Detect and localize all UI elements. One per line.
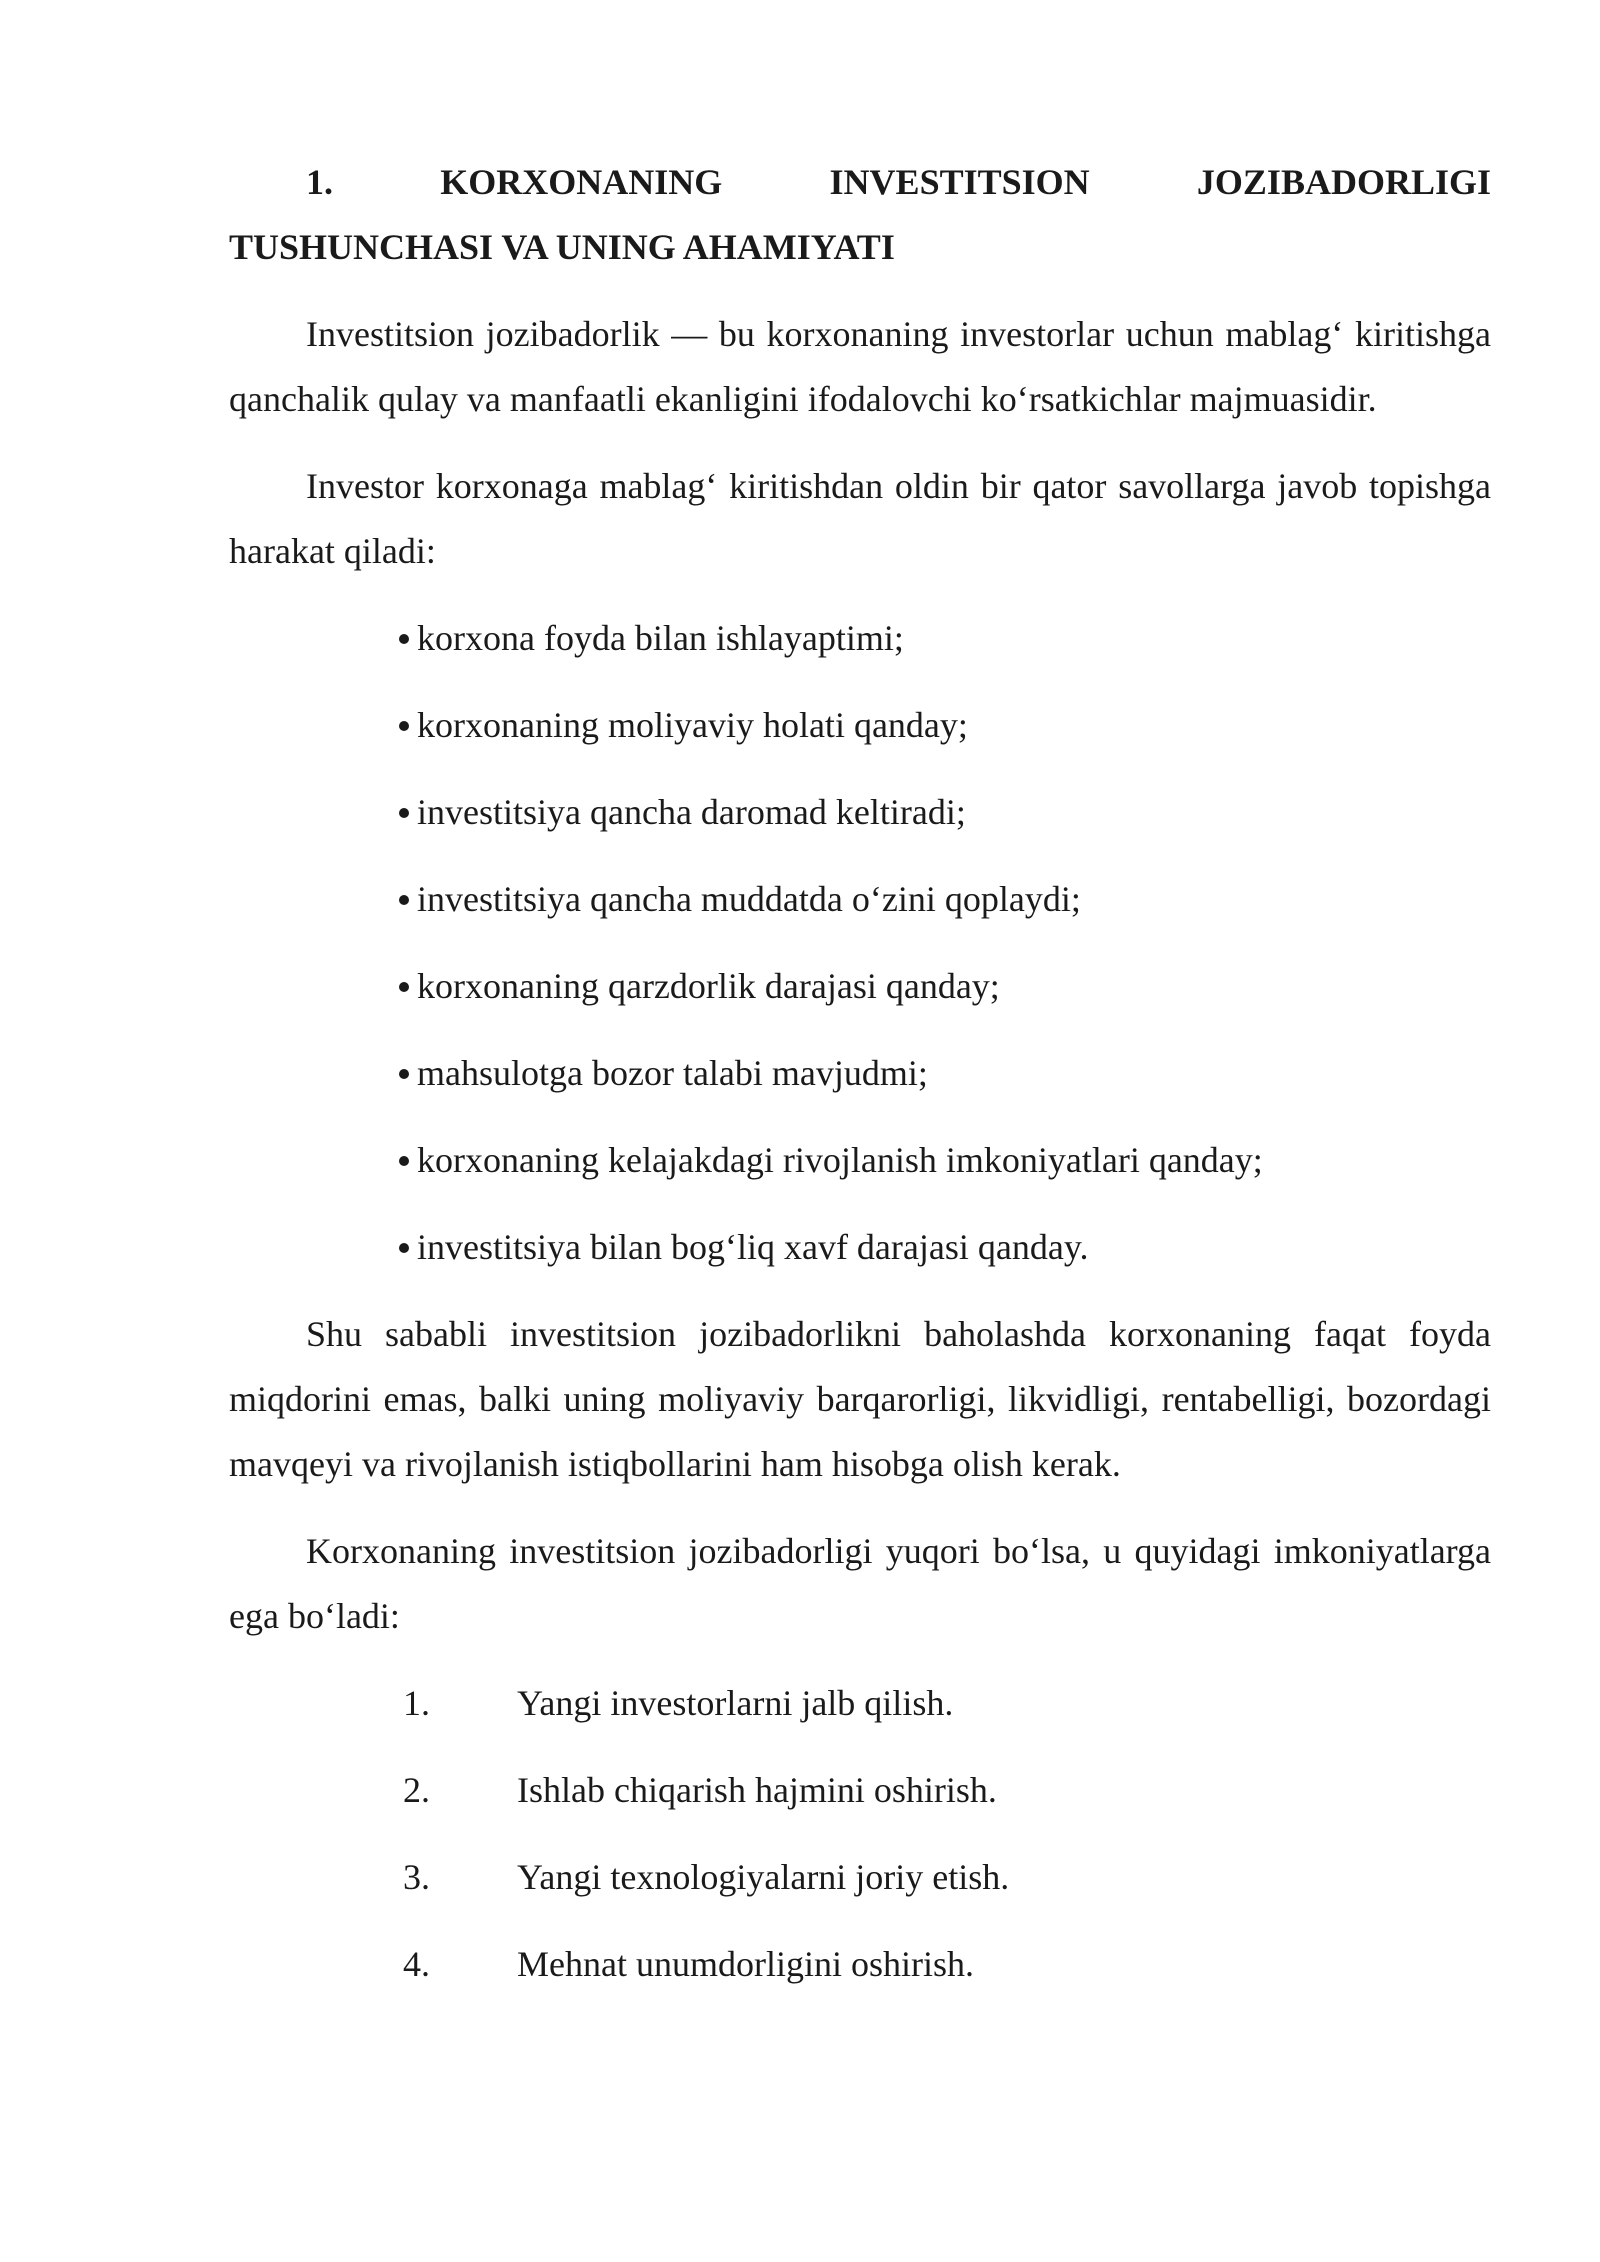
heading-word: JOZIBADORLIGI: [1196, 162, 1491, 202]
list-item-text: mahsulotga bozor talabi mavjudmi;: [417, 1053, 928, 1093]
bullet-icon: [399, 1243, 409, 1253]
list-item-text: investitsiya qancha daromad keltiradi;: [417, 792, 966, 832]
bullet-icon: [399, 895, 409, 905]
item-text: Yangi investorlarni jalb qilish.: [517, 1683, 954, 1723]
heading-number: 1.: [306, 162, 333, 202]
list-item-text: korxonaning qarzdorlik darajasi qanday;: [417, 966, 1000, 1006]
list-item: [399, 693, 1491, 758]
list-item: [399, 954, 1491, 1019]
item-number: 4.: [403, 1944, 430, 1984]
question-list: [229, 606, 1491, 1280]
bullet-icon: [399, 721, 409, 731]
list-item: [399, 1041, 1491, 1106]
section-heading: [229, 150, 1491, 280]
paragraph-investor-questions: Investor korxonaga mablag‘ kiritishdan oldin bir qator savollarga javob topishga harakat qiladi:: [229, 466, 1491, 571]
numbered-item: [403, 1671, 1491, 1736]
item-text: Ishlab chiqarish hajmini oshirish.: [517, 1770, 997, 1810]
heading-line-1: [229, 150, 1491, 215]
list-item-text: investitsiya qancha muddatda o‘zini qoplaydi;: [417, 879, 1081, 919]
list-item: [399, 780, 1491, 845]
list-item-text: korxona foyda bilan ishlayaptimi;: [417, 618, 904, 658]
paragraph-opportunities: Korxonaning investitsion jozibadorligi yuqori bo‘lsa, u quyidagi imkoniyatlarga ega bo‘ladi:: [229, 1531, 1491, 1636]
item-text: Yangi texnologiyalarni joriy etish.: [517, 1857, 1010, 1897]
heading-word: INVESTITSION: [829, 162, 1090, 202]
list-item-text: investitsiya bilan bog‘liq xavf darajasi qanday.: [417, 1227, 1089, 1267]
list-item: [399, 606, 1491, 671]
list-item-text: korxonaning kelajakdagi rivojlanish imkoniyatlari qanday;: [417, 1140, 1263, 1180]
bullet-icon: [399, 1069, 409, 1079]
item-number: 1.: [403, 1683, 430, 1723]
bullet-icon: [399, 634, 409, 644]
numbered-item: [403, 1845, 1491, 1910]
document-page: [229, 150, 1491, 2019]
numbered-item: [403, 1758, 1491, 1823]
item-number: 2.: [403, 1770, 430, 1810]
heading-line-2: TUSHUNCHASI VA UNING AHAMIYATI: [229, 227, 895, 267]
bullet-icon: [399, 1156, 409, 1166]
bullet-icon: [399, 982, 409, 992]
list-item-text: korxonaning moliyaviy holati qanday;: [417, 705, 968, 745]
paragraph-evaluation: Shu sababli investitsion jozibadorlikni baholashda korxonaning faqat foyda miqdorini emas, balki uning moliyaviy barqarorligi, likvidligi, rentabelligi, bozordagi mavqeyi va rivojlanish istiqbollarini ham hisobga olish kerak.: [229, 1314, 1491, 1484]
list-item: [399, 1128, 1491, 1193]
list-item: [399, 867, 1491, 932]
heading-word: KORXONANING: [440, 162, 723, 202]
item-number: 3.: [403, 1857, 430, 1897]
list-item: [399, 1215, 1491, 1280]
item-text: Mehnat unumdorligini oshirish.: [517, 1944, 974, 1984]
paragraph-definition: Investitsion jozibadorlik — bu korxonaning investorlar uchun mablag‘ kiritishga qanchalik qulay va manfaatli ekanligini ifodalovchi ko‘rsatkichlar majmuasidir.: [229, 314, 1491, 419]
opportunity-list: [229, 1671, 1491, 1997]
numbered-item: [403, 1932, 1491, 1997]
bullet-icon: [399, 808, 409, 818]
